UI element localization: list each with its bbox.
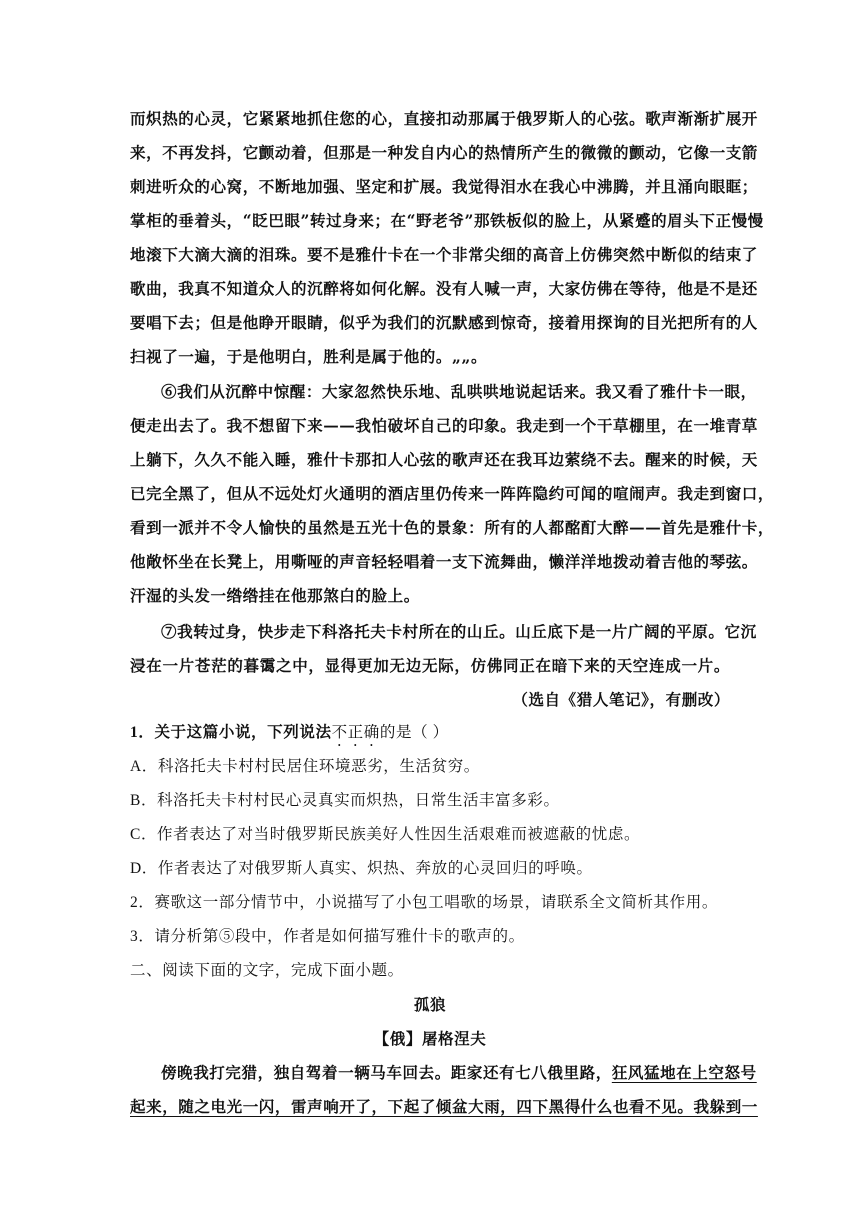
paragraph-6-line: 汗湿的头发一绺绺挂在他那煞白的脸上。	[130, 586, 420, 605]
story-line	[161, 1062, 757, 1084]
question-2: 2．赛歌这一部分情节中，小说描写了小包工唱歌的场景，请联系全文简析其作用。	[130, 894, 718, 911]
passage-line: 掌柜的垂着头，“眨巴眼”转过身来；在“野老爷”那铁板似的脸上，从紧蹙的眉头下正慢慢	[130, 211, 764, 230]
paragraph-6-line: ⑥我们从沉醉中惊醒：大家忽然快乐地、乱哄哄地说起话来。我又看了雅什卡一眼，	[161, 382, 757, 401]
passage-line: 来，不再发抖，它颤动着，但那是一种发自内心的热情所产生的微微的颤动，它像一支箭	[130, 143, 758, 162]
paragraph-7-line: 浸在一片苍茫的暮霭之中，显得更加无边无际，仿佛同正在暗下来的天空连成一片。	[130, 656, 730, 675]
passage-line: 刺进听众的心窝，不断地加强、坚定和扩展。我觉得泪水在我心中沸腾，并且涌向眼眶；	[130, 177, 758, 196]
passage-line: 扫视了一遍，于是他明白，胜利是属于他的。„„。	[130, 347, 488, 366]
story-title: 孤狼	[413, 995, 447, 1014]
story-line-underlined: 狂风猛地在上空怒号	[611, 1063, 757, 1082]
passage-line: 歌曲，我真不知道众人的沉醉将如何化解。没有人喊一声，大家仿佛在等待，他是不是还	[130, 279, 758, 298]
option-a: A．科洛托夫卡村村民居住环境恶劣，生活贫穷。	[130, 758, 480, 775]
story-author: 【俄】屠格涅夫	[373, 1029, 487, 1048]
question-1-suffix: 的是（ ）	[379, 724, 449, 741]
question-1-emphasis: 不正确	[331, 724, 380, 741]
passage-line: 地滚下大滴大滴的泪珠。要不是雅什卡在一个非常尖细的高音上仿佛突然中断似的结束了	[130, 245, 758, 264]
story-line-plain: 傍晚我打完猎，独自驾着一辆马车回去。距家还有七八俄里路，	[161, 1063, 612, 1082]
paragraph-6-line: 便走出去了。我不想留下来——我怕破坏自己的印象。我走到一个干草棚里，在一堆青草	[130, 416, 758, 435]
option-d: D．作者表达了对俄罗斯人真实、炽热、奔放的心灵回归的呼唤。	[130, 860, 593, 877]
option-b: B．科洛托夫卡村村民心灵真实而炽热，日常生活丰富多彩。	[130, 792, 560, 809]
passage-line: 要唱下去；但是他睁开眼睛，似乎为我们的沉默感到惊奇，接着用探询的目光把所有的人	[130, 313, 758, 332]
paragraph-7-line: ⑦我转过身，快步走下科洛托夫卡村所在的山丘。山丘底下是一片广阔的平原。它沉	[161, 622, 757, 641]
question-3: 3．请分析第⑤段中，作者是如何描写雅什卡的歌声的。	[130, 928, 525, 945]
source-citation: （选自《猎人笔记》，有删改）	[512, 690, 730, 709]
passage-line: 而炽热的心灵，它紧紧地抓住您的心，直接扣动那属于俄罗斯人的心弦。歌声渐渐扩展开	[130, 109, 758, 128]
option-c: C．作者表达了对当时俄罗斯民族美好人性因生活艰难而被遮蔽的忧虑。	[130, 826, 641, 843]
section-2-heading: 二、阅读下面的文字，完成下面小题。	[130, 962, 404, 979]
paragraph-6-line: 已完全黑了，但从不远处灯火通明的酒店里仍传来一阵阵隐约可闻的喧闹声。我走到窗口，	[130, 484, 775, 503]
question-1-prefix: 1．关于这篇小说，下列说法	[130, 724, 332, 741]
story-line: 起来，随之电光一闪，雷声响开了，下起了倾盆大雨，四下黑得什么也看不见。我躲到一	[130, 1097, 758, 1116]
paragraph-6-line: 看到一派并不令人愉快的虽然是五光十色的景象：所有的人都酩酊大醉——首先是雅什卡，	[130, 518, 775, 537]
paragraph-6-line: 上躺下，久久不能入睡，雅什卡那扣人心弦的歌声还在我耳边萦绕不去。醒来的时候，天	[130, 450, 758, 469]
question-1	[130, 722, 730, 750]
paragraph-6-line: 他敞怀坐在长凳上，用嘶哑的声音轻轻唱着一支下流舞曲，懒洋洋地拨动着吉他的琴弦。	[130, 552, 758, 571]
